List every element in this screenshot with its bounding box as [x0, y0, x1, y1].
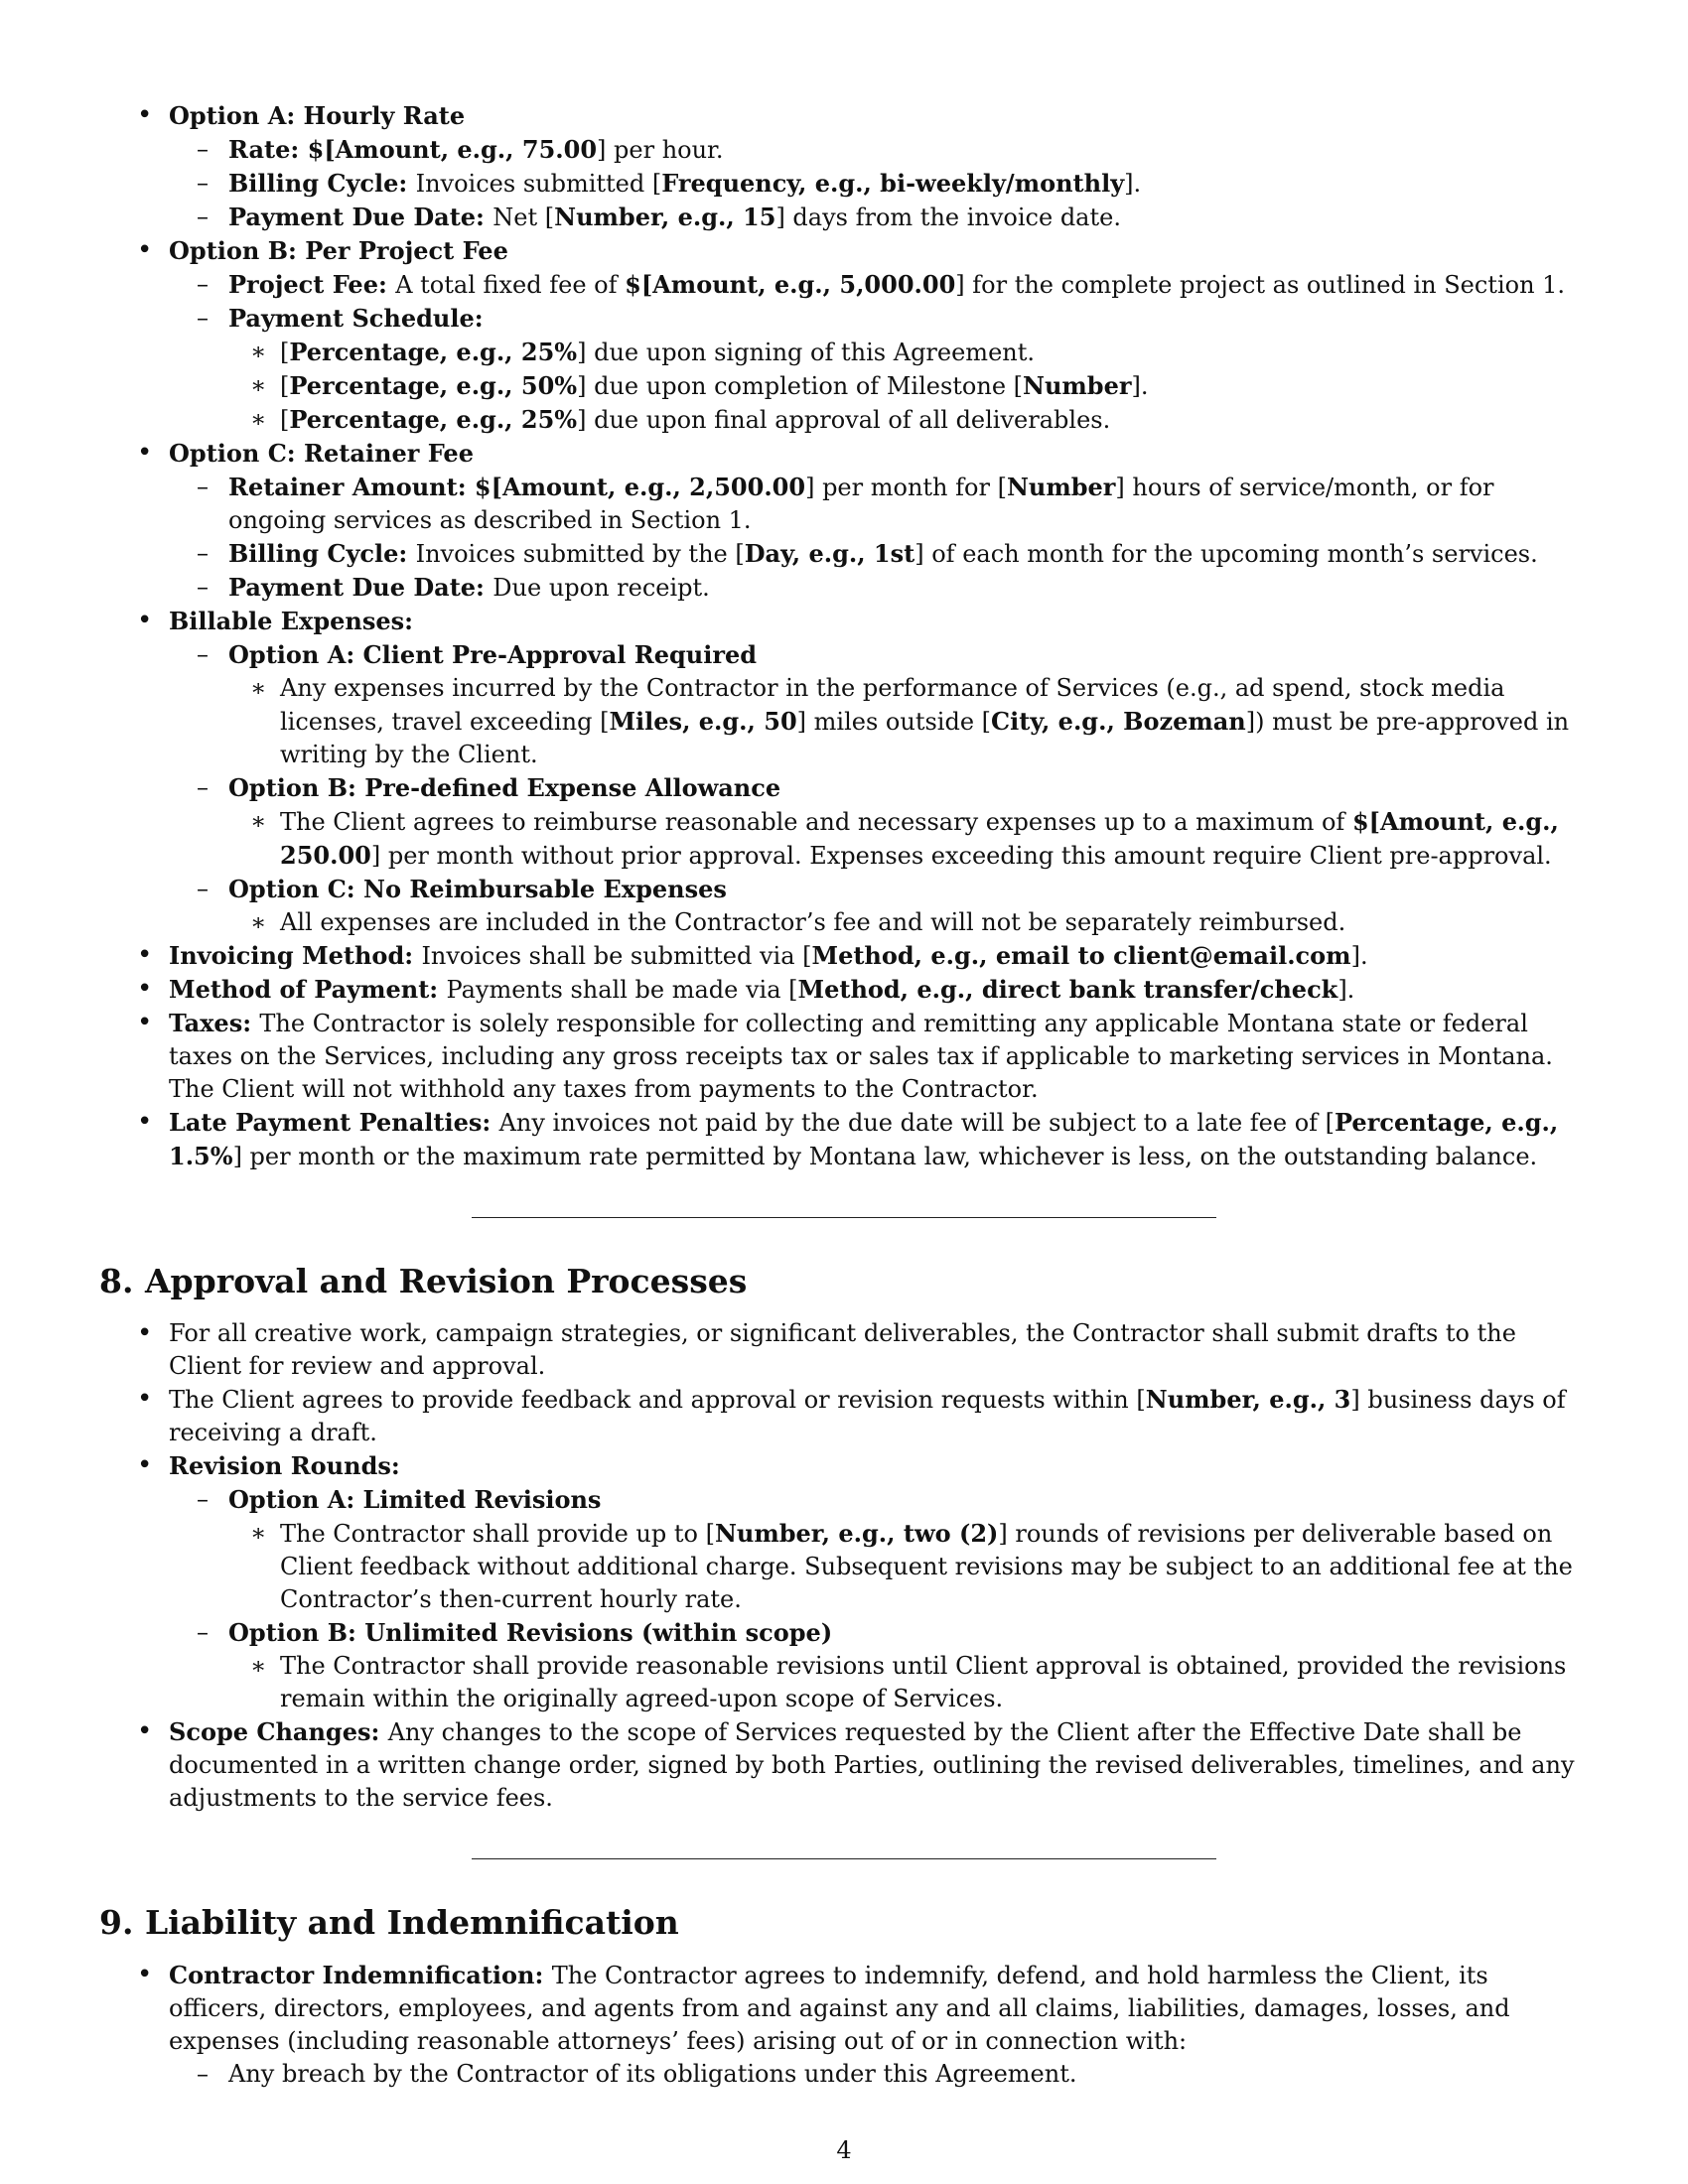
body-text: The Client agrees to reimburse reasonable and necessary expenses up to a maximum of	[280, 808, 1352, 836]
bold-text: Option A: Limited Revisions	[228, 1485, 602, 1514]
body-text: All expenses are included in the Contractor’s fee and will not be separately reimbursed.	[280, 908, 1346, 936]
body-text: Any breach by the Contractor of its obligations under this Agreement.	[228, 2060, 1077, 2088]
bold-text: $[Amount, e.g., 5,000.00	[625, 270, 956, 299]
bold-text: Contractor Indemnification:	[169, 1961, 552, 1989]
bullet-marker: ∗	[250, 674, 267, 702]
list-item-l2	[99, 268, 1589, 302]
bullet-marker: –	[197, 573, 209, 601]
body-text: ] business days of receiving a draft.	[169, 1386, 1566, 1446]
bold-text: Frequency, e.g., bi-weekly/monthly	[661, 169, 1125, 198]
bold-text: Option B: Per Project Fee	[169, 236, 508, 265]
list-item-l2	[99, 471, 1589, 537]
list-item-l1	[99, 1317, 1589, 1383]
bullet-marker: –	[197, 135, 209, 163]
list-item-l1	[99, 1959, 1589, 2058]
bullet-marker: ∗	[250, 371, 267, 399]
list-item-l1	[99, 939, 1589, 973]
bullet-marker: •	[137, 1107, 153, 1137]
body-text: ] per hour.	[597, 136, 724, 164]
payment-terms-list	[99, 99, 1589, 1173]
list-item-l3	[99, 906, 1589, 939]
bullet-marker: –	[197, 1485, 209, 1513]
bold-text: Option A: Client Pre-Approval Required	[228, 640, 758, 669]
body-text: Net [	[492, 204, 555, 231]
bold-text: Number	[1006, 473, 1116, 501]
bold-text: Method, e.g., direct bank transfer/check	[797, 975, 1338, 1004]
bold-text: Option B: Unlimited Revisions (within scope)	[228, 1618, 833, 1647]
bullet-marker: •	[137, 974, 153, 1004]
section-9-heading: 9. Liability and Indemnification	[99, 1903, 679, 1942]
bold-text: Number, e.g., two (2)	[714, 1519, 999, 1548]
bullet-marker: •	[137, 100, 153, 130]
bullet-marker: –	[197, 875, 209, 902]
bullet-marker: –	[197, 473, 209, 500]
bullet-marker: –	[197, 169, 209, 197]
body-text: The Client agrees to provide feedback and approval or revision requests within [	[169, 1386, 1146, 1414]
bold-text: Percentage, e.g., 25%	[289, 338, 578, 366]
list-item-l1	[99, 1449, 1589, 1483]
bold-text: Option C: No Reimbursable Expenses	[228, 875, 727, 903]
list-item-l2	[99, 771, 1589, 805]
bullet-marker: •	[137, 1450, 153, 1480]
bullet-marker: –	[197, 203, 209, 230]
bold-text: Payment Due Date:	[228, 573, 493, 602]
body-text: ] for the complete project as outlined in Section 1.	[955, 271, 1566, 299]
body-text: ] miles outside [	[796, 708, 992, 736]
bullet-marker: –	[197, 304, 209, 332]
section-9-list	[99, 1959, 1589, 2091]
bullet-marker: –	[197, 773, 209, 801]
bold-text: Option B: Pre-defined Expense Allowance	[228, 773, 781, 802]
list-item-l1	[99, 437, 1589, 471]
bold-text: Billable Expenses:	[169, 607, 413, 635]
bold-text: Project Fee:	[228, 270, 396, 299]
bullet-marker: –	[197, 270, 209, 298]
list-item-l2	[99, 167, 1589, 201]
body-text: [	[280, 372, 290, 400]
body-text: ] per month for [	[805, 474, 1007, 501]
body-text: Invoices submitted [	[415, 170, 662, 198]
bold-text: Number, e.g., 3	[1145, 1385, 1351, 1414]
bold-text: Billing Cycle:	[228, 169, 416, 198]
bold-text: Late Payment Penalties:	[169, 1108, 499, 1137]
list-item-l1	[99, 99, 1589, 133]
bullet-marker: •	[137, 235, 153, 265]
body-text: ].	[1131, 372, 1149, 400]
bold-text: $[Amount, e.g., 75.00	[307, 135, 598, 164]
bullet-marker: ∗	[250, 1519, 267, 1547]
list-item-l2	[99, 1483, 1589, 1517]
bullet-marker: •	[137, 940, 153, 970]
section-divider	[472, 1858, 1216, 1859]
bold-text: Option A: Hourly Rate	[169, 101, 466, 130]
list-item-l2	[99, 571, 1589, 605]
list-item-l1	[99, 605, 1589, 638]
body-text: The Contractor shall provide reasonable revisions until Client approval is obtained, provided the revisions remain within the originally agreed-upon scope of Services.	[280, 1652, 1567, 1712]
list-item-l2	[99, 537, 1589, 571]
bold-text: Scope Changes:	[169, 1717, 388, 1746]
list-item-l3	[99, 403, 1589, 437]
bullet-marker: ∗	[250, 405, 267, 433]
bold-text: Method of Payment:	[169, 975, 447, 1004]
bullet-marker: •	[137, 606, 153, 635]
list-item-l3	[99, 1517, 1589, 1616]
bold-text: Option C: Retainer Fee	[169, 439, 474, 468]
list-item-l2	[99, 1616, 1589, 1650]
bold-text: Retainer Amount:	[228, 473, 475, 501]
bold-text: Day, e.g., 1st	[744, 539, 915, 568]
list-item-l3	[99, 805, 1589, 873]
list-item-l3	[99, 336, 1589, 369]
bullet-marker: •	[137, 1716, 153, 1746]
body-text: ].	[1350, 942, 1368, 970]
list-item-l1	[99, 234, 1589, 268]
section-8-heading: 8. Approval and Revision Processes	[99, 1262, 748, 1300]
bullet-marker: •	[137, 1008, 153, 1037]
list-item-l1	[99, 1383, 1589, 1449]
body-text: ].	[1124, 170, 1142, 198]
body-text: ] hours of service/month, or for ongoing services as described in Section 1.	[228, 474, 1494, 534]
bullet-marker: ∗	[250, 807, 267, 835]
bullet-marker: •	[137, 438, 153, 468]
list-item-l1	[99, 1007, 1589, 1106]
bullet-marker: •	[137, 1384, 153, 1414]
body-text: A total fixed fee of	[395, 271, 626, 299]
body-text: Any expenses incurred by the Contractor in the performance of Services (e.g., ad spend, stock media licenses, travel exceeding [	[280, 674, 1505, 736]
list-item-l2	[99, 873, 1589, 906]
body-text: Any invoices not paid by the due date will be subject to a late fee of [	[498, 1109, 1336, 1137]
body-text: The Contractor shall provide up to [	[280, 1520, 715, 1548]
body-text: [	[280, 406, 290, 434]
list-item-l2	[99, 133, 1589, 167]
list-item-l1	[99, 1715, 1589, 1815]
body-text: Invoices shall be submitted via [	[421, 942, 812, 970]
body-text: ] due upon final approval of all deliverables.	[577, 406, 1111, 434]
bold-text: Revision Rounds:	[169, 1451, 400, 1480]
bold-text: Percentage, e.g., 50%	[289, 371, 578, 400]
body-text: The Contractor is solely responsible for collecting and remitting any applicable Montana state or federal taxes on the Services, including any gross receipts tax or sales tax if applicable to marketing services in Montana. The Client will not withhold any taxes from payments to the Contractor.	[169, 1010, 1553, 1103]
bold-text: Invoicing Method:	[169, 941, 422, 970]
body-text: ].	[1337, 976, 1355, 1004]
bold-text: Miles, e.g., 50	[609, 707, 797, 736]
section-divider	[472, 1217, 1216, 1218]
body-text: Payments shall be made via [	[446, 976, 798, 1004]
list-item-l1	[99, 973, 1589, 1007]
bullet-marker: –	[197, 2060, 209, 2088]
bold-text: Number	[1023, 371, 1132, 400]
bullet-marker: –	[197, 539, 209, 567]
page-number: 4	[836, 2136, 852, 2164]
bold-text: Number, e.g., 15	[554, 203, 776, 231]
bold-text: $[Amount, e.g., 2,500.00	[474, 473, 806, 501]
bullet-marker: ∗	[250, 908, 267, 936]
body-text: For all creative work, campaign strategies, or significant deliverables, the Contractor shall submit drafts to the Client for review and approval.	[169, 1319, 1516, 1380]
list-item-l2	[99, 638, 1589, 672]
section-8-list	[99, 1317, 1589, 1815]
body-text: ] due upon signing of this Agreement.	[577, 339, 1035, 366]
list-item-l3	[99, 1650, 1589, 1715]
bold-text: Method, e.g., email to client@email.com	[811, 941, 1351, 970]
bullet-marker: –	[197, 640, 209, 668]
bold-text: $[Amount, e.g., 250.00	[280, 807, 1559, 870]
bold-text: Payment Due Date:	[228, 203, 493, 231]
body-text: Any changes to the scope of Services requested by the Client after the Effective Date shall be documented in a written change order, signed by both Parties, outlining the revised deliverables, timelines, and any adjustments to the service fees.	[169, 1718, 1575, 1812]
bold-text: Payment Schedule:	[228, 304, 484, 333]
list-item-l3	[99, 672, 1589, 771]
body-text: ] rounds of revisions per deliverable based on Client feedback without additional charge. Subsequent revisions may be subject to an additional fee at the Contractor’s then-current hourly rate.	[280, 1520, 1573, 1613]
bold-text: Percentage, e.g., 25%	[289, 405, 578, 434]
body-text: [	[280, 339, 290, 366]
body-text: ] of each month for the upcoming month’s services.	[914, 540, 1538, 568]
bold-text: Percentage, e.g., 1.5%	[169, 1108, 1559, 1170]
bold-text: Billing Cycle:	[228, 539, 416, 568]
bold-text: Rate:	[228, 135, 308, 164]
page-content	[99, 99, 1589, 2091]
body-text: ] per month without prior approval. Expenses exceeding this amount require Client pre-approval.	[370, 842, 1552, 870]
bullet-marker: ∗	[250, 1652, 267, 1680]
bullet-marker: –	[197, 1618, 209, 1646]
list-item-l2	[99, 201, 1589, 234]
body-text: Invoices submitted by the [	[415, 540, 745, 568]
list-item-l3	[99, 369, 1589, 403]
list-item-l2	[99, 302, 1589, 336]
body-text: ] days from the invoice date.	[775, 204, 1121, 231]
body-text: ] due upon completion of Milestone [	[577, 372, 1024, 400]
bold-text: City, e.g., Bozeman	[991, 707, 1246, 736]
bullet-marker: •	[137, 1960, 153, 1989]
bullet-marker: ∗	[250, 338, 267, 365]
body-text: The Contractor agrees to indemnify, defend, and hold harmless the Client, its officers, directors, employees, and agents from and against any and all claims, liabilities, damages, losses, and expenses (including reasonable attorneys’ fees) arising out of or in connection with:	[169, 1962, 1510, 2055]
list-item-l2	[99, 2058, 1589, 2091]
bold-text: Taxes:	[169, 1009, 260, 1037]
body-text: ]) must be pre-approved in writing by the Client.	[280, 708, 1570, 768]
body-text: ] per month or the maximum rate permitted by Montana law, whichever is less, on the outstanding balance.	[232, 1143, 1538, 1170]
bullet-marker: •	[137, 1318, 153, 1348]
list-item-l1	[99, 1106, 1589, 1173]
body-text: Due upon receipt.	[492, 574, 710, 602]
